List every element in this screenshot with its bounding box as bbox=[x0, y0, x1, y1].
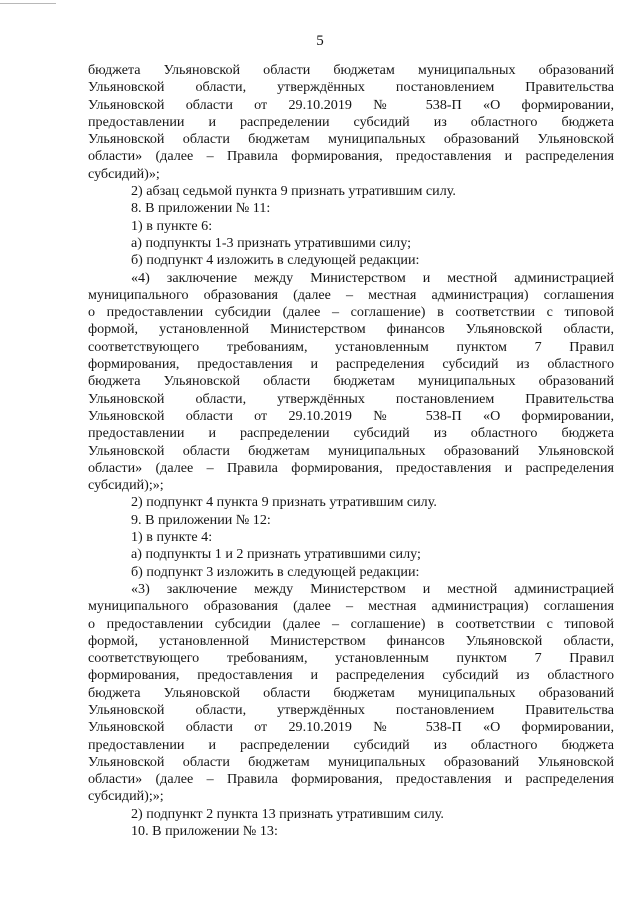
text-line: 1) в пункте 4: bbox=[131, 529, 213, 546]
text-line: Ульяновской области, утверждённых постановлением Правительства bbox=[88, 79, 614, 96]
text-line: Ульяновской области от 29.10.2019 № 538-П «О формировании, bbox=[88, 96, 614, 113]
text-line: б) подпункт 3 изложить в следующей редакции: bbox=[131, 563, 420, 580]
text-line: формой, установленной Министерством финансов Ульяновской области, bbox=[88, 632, 614, 649]
text-line: предоставлении и распределении субсидий из областного бюджета bbox=[88, 736, 614, 753]
text-line: о предоставлении субсидии (далее – соглашение) в соответствии с типовой bbox=[88, 304, 614, 321]
text-line: муниципального образования (далее – местная администрация) соглашения bbox=[88, 598, 614, 615]
text-line: бюджета Ульяновской области бюджетам муниципальных образований bbox=[88, 684, 614, 701]
text-line: «4) заключение между Министерством и местной администрацией bbox=[131, 269, 614, 286]
page-number: 5 bbox=[316, 33, 324, 49]
scan-edge-mark bbox=[0, 3, 56, 7]
text-line: 2) абзац седьмой пункта 9 признать утратившим силу. bbox=[131, 183, 456, 200]
text-line: области» (далее – Правила формирования, предоставления и распределения bbox=[88, 771, 614, 788]
text-line: области» (далее – Правила формирования, предоставления и распределения bbox=[88, 459, 614, 476]
document-body bbox=[88, 62, 614, 840]
text-line: а) подпункты 1-3 признать утратившими силу; bbox=[131, 234, 411, 251]
text-line: соответствующего требованиям, установленным пунктом 7 Правил bbox=[88, 650, 614, 667]
text-line: б) подпункт 4 изложить в следующей редакции: bbox=[131, 252, 420, 269]
text-line: Ульяновской области бюджетам муниципальных образований Ульяновской bbox=[88, 442, 614, 459]
text-line: Ульяновской области от 29.10.2019 № 538-П «О формировании, bbox=[88, 407, 614, 424]
text-line: а) подпункты 1 и 2 признать утратившими силу; bbox=[131, 546, 421, 563]
text-line: формой, установленной Министерством финансов Ульяновской области, bbox=[88, 321, 614, 338]
text-line: предоставлении и распределении субсидий из областного бюджета bbox=[88, 113, 614, 130]
text-line: Ульяновской области бюджетам муниципальных образований Ульяновской bbox=[88, 131, 614, 148]
text-line: «3) заключение между Министерством и местной администрацией bbox=[131, 580, 614, 597]
text-line: 8. В приложении № 11: bbox=[131, 200, 271, 217]
text-line: 1) в пункте 6: bbox=[131, 217, 213, 234]
text-line: субсидий);»; bbox=[88, 788, 164, 805]
text-line: предоставлении и распределении субсидий из областного бюджета bbox=[88, 425, 614, 442]
text-line: 2) подпункт 2 пункта 13 признать утратившим силу. bbox=[131, 805, 444, 822]
text-line: субсидий)»; bbox=[88, 165, 160, 182]
text-line: формирования, предоставления и распределения субсидий из областного bbox=[88, 356, 614, 373]
text-line: формирования, предоставления и распределения субсидий из областного bbox=[88, 667, 614, 684]
text-line: Ульяновской области, утверждённых постановлением Правительства bbox=[88, 701, 614, 718]
text-line: 9. В приложении № 12: bbox=[131, 511, 271, 528]
text-line: Ульяновской области бюджетам муниципальных образований Ульяновской bbox=[88, 753, 614, 770]
text-line: муниципального образования (далее – местная администрация) соглашения bbox=[88, 286, 614, 303]
text-line: о предоставлении субсидии (далее – соглашение) в соответствии с типовой bbox=[88, 615, 614, 632]
text-line: бюджета Ульяновской области бюджетам муниципальных образований bbox=[88, 62, 614, 78]
text-line: соответствующего требованиям, установленным пунктом 7 Правил bbox=[88, 338, 614, 355]
text-line: 2) подпункт 4 пункта 9 признать утратившим силу. bbox=[131, 494, 437, 511]
text-line: Ульяновской области от 29.10.2019 № 538-П «О формировании, bbox=[88, 719, 614, 736]
text-line: области» (далее – Правила формирования, предоставления и распределения bbox=[88, 148, 614, 165]
text-line: бюджета Ульяновской области бюджетам муниципальных образований bbox=[88, 373, 614, 390]
text-line: субсидий);»; bbox=[88, 477, 164, 494]
text-line: 10. В приложении № 13: bbox=[131, 823, 278, 840]
text-line: Ульяновской области, утверждённых постановлением Правительства bbox=[88, 390, 614, 407]
